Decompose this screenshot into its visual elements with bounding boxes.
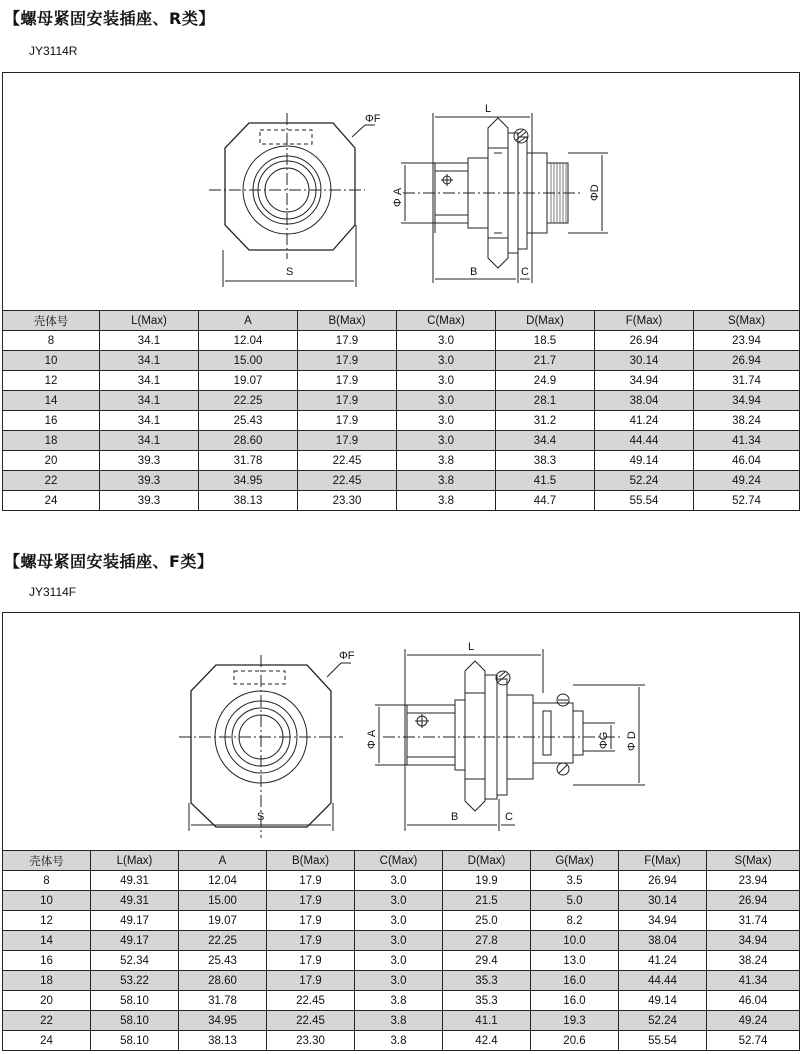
table-cell: 31.78: [199, 451, 298, 471]
label-c: C: [505, 811, 513, 823]
table-cell: 49.24: [707, 1011, 800, 1031]
table-cell: 58.10: [91, 1031, 179, 1051]
table-cell: 34.94: [595, 371, 694, 391]
table-cell: 22.45: [267, 1011, 355, 1031]
table-cell: 3.8: [355, 991, 443, 1011]
table-cell: 52.74: [707, 1031, 800, 1051]
section-f-title: 【螺母紧固安装插座、F类】: [4, 552, 214, 571]
label-l: L: [468, 641, 475, 653]
table-cell: 55.54: [595, 491, 694, 511]
table-cell: 41.34: [707, 971, 800, 991]
table-cell: 26.94: [694, 351, 800, 371]
column-header: F(Max): [595, 311, 694, 331]
table-cell: 38.13: [199, 491, 298, 511]
table-cell: 23.94: [694, 331, 800, 351]
table-cell: 3.0: [397, 431, 496, 451]
table-row: [3, 991, 800, 1011]
table-cell: 18: [3, 971, 91, 991]
table-cell: 3.8: [355, 1011, 443, 1031]
table-cell: 21.5: [443, 891, 531, 911]
table-cell: 44.7: [496, 491, 595, 511]
table-cell: 22.45: [298, 451, 397, 471]
table-cell: 35.3: [443, 971, 531, 991]
table-cell: 10: [3, 351, 100, 371]
table-cell: 52.34: [91, 951, 179, 971]
label-phi-f: ΦF: [339, 650, 355, 662]
column-header: C(Max): [397, 311, 496, 331]
section-r-spec-table: [2, 310, 800, 511]
section-f-drawing: [2, 612, 800, 851]
table-cell: 17.9: [267, 971, 355, 991]
label-phi-f: ΦF: [365, 113, 381, 125]
table-cell: 34.1: [100, 431, 199, 451]
column-header: D(Max): [443, 851, 531, 871]
table-cell: 12.04: [179, 871, 267, 891]
column-header: 壳体号: [3, 311, 100, 331]
table-cell: 17.9: [267, 891, 355, 911]
table-cell: 17.9: [298, 431, 397, 451]
table-cell: 38.04: [595, 391, 694, 411]
table-cell: 17.9: [267, 911, 355, 931]
table-cell: 22.25: [179, 931, 267, 951]
table-cell: 34.95: [199, 471, 298, 491]
table-cell: 41.1: [443, 1011, 531, 1031]
column-header: B(Max): [267, 851, 355, 871]
label-phi-d: ΦD: [589, 184, 601, 201]
table-cell: 23.30: [267, 1031, 355, 1051]
table-cell: 17.9: [298, 351, 397, 371]
table-cell: 24: [3, 491, 100, 511]
table-cell: 49.17: [91, 911, 179, 931]
table-cell: 19.3: [531, 1011, 619, 1031]
table-row: [3, 871, 800, 891]
table-cell: 41.34: [694, 431, 800, 451]
section-f-spec-table: [2, 850, 800, 1051]
table-cell: 12: [3, 371, 100, 391]
section-f-model: JY3114F: [29, 585, 77, 599]
table-cell: 55.54: [619, 1031, 707, 1051]
table-cell: 44.44: [619, 971, 707, 991]
table-row: [3, 391, 800, 411]
table-row: [3, 1031, 800, 1051]
table-cell: 19.07: [179, 911, 267, 931]
label-c: C: [521, 266, 529, 278]
column-header: D(Max): [496, 311, 595, 331]
table-cell: 19.07: [199, 371, 298, 391]
table-row: [3, 471, 800, 491]
table-cell: 16.0: [531, 971, 619, 991]
table-row: [3, 951, 800, 971]
table-cell: 22.25: [199, 391, 298, 411]
table-cell: 23.94: [707, 871, 800, 891]
column-header: 壳体号: [3, 851, 91, 871]
front-view: [209, 113, 375, 287]
table-row: [3, 931, 800, 951]
table-cell: 13.0: [531, 951, 619, 971]
table-cell: 34.1: [100, 391, 199, 411]
table-row: [3, 491, 800, 511]
table-cell: 16: [3, 951, 91, 971]
column-header: L(Max): [100, 311, 199, 331]
label-b: B: [451, 811, 459, 823]
table-cell: 3.8: [397, 471, 496, 491]
table-cell: 39.3: [100, 451, 199, 471]
label-phi-a: Φ A: [366, 729, 378, 749]
table-cell: 21.7: [496, 351, 595, 371]
table-cell: 10: [3, 891, 91, 911]
table-cell: 52.24: [619, 1011, 707, 1031]
table-header-row: [3, 851, 800, 871]
table-row: [3, 451, 800, 471]
table-cell: 30.14: [595, 351, 694, 371]
table-cell: 34.1: [100, 371, 199, 391]
table-cell: 42.4: [443, 1031, 531, 1051]
table-cell: 38.3: [496, 451, 595, 471]
front-view: [179, 655, 351, 838]
table-cell: 34.1: [100, 411, 199, 431]
table-cell: 3.0: [397, 331, 496, 351]
table-cell: 12: [3, 911, 91, 931]
table-cell: 3.0: [355, 931, 443, 951]
side-view: [401, 113, 608, 283]
section-r-drawing: [2, 72, 800, 311]
table-cell: 52.74: [694, 491, 800, 511]
table-row: [3, 1011, 800, 1031]
table-cell: 3.0: [355, 891, 443, 911]
column-header: S(Max): [707, 851, 800, 871]
table-cell: 17.9: [298, 371, 397, 391]
table-cell: 31.2: [496, 411, 595, 431]
table-row: [3, 371, 800, 391]
table-row: [3, 411, 800, 431]
table-header-row: [3, 311, 800, 331]
table-cell: 18.5: [496, 331, 595, 351]
table-cell: 17.9: [267, 931, 355, 951]
table-cell: 10.0: [531, 931, 619, 951]
table-cell: 52.24: [595, 471, 694, 491]
table-cell: 3.0: [355, 971, 443, 991]
column-header: A: [199, 311, 298, 331]
table-cell: 28.60: [199, 431, 298, 451]
table-cell: 38.04: [619, 931, 707, 951]
column-header: S(Max): [694, 311, 800, 331]
label-l: L: [485, 103, 492, 115]
table-cell: 22: [3, 1011, 91, 1031]
table-cell: 53.22: [91, 971, 179, 991]
column-header: F(Max): [619, 851, 707, 871]
table-cell: 17.9: [267, 951, 355, 971]
table-cell: 19.9: [443, 871, 531, 891]
table-cell: 22.45: [267, 991, 355, 1011]
table-cell: 26.94: [707, 891, 800, 911]
table-cell: 22.45: [298, 471, 397, 491]
table-cell: 3.0: [397, 391, 496, 411]
column-header: C(Max): [355, 851, 443, 871]
table-cell: 17.9: [298, 331, 397, 351]
table-cell: 41.24: [619, 951, 707, 971]
table-cell: 22: [3, 471, 100, 491]
table-cell: 3.8: [397, 451, 496, 471]
table-cell: 8.2: [531, 911, 619, 931]
table-cell: 18: [3, 431, 100, 451]
table-cell: 38.24: [707, 951, 800, 971]
table-cell: 15.00: [199, 351, 298, 371]
table-cell: 17.9: [298, 391, 397, 411]
table-cell: 3.0: [355, 911, 443, 931]
table-cell: 49.31: [91, 891, 179, 911]
table-cell: 26.94: [619, 871, 707, 891]
table-cell: 14: [3, 391, 100, 411]
table-row: [3, 331, 800, 351]
section-r-title: 【螺母紧固安装插座、R类】: [4, 9, 215, 28]
table-cell: 3.0: [397, 371, 496, 391]
table-cell: 35.3: [443, 991, 531, 1011]
table-cell: 28.1: [496, 391, 595, 411]
table-cell: 23.30: [298, 491, 397, 511]
table-cell: 49.14: [595, 451, 694, 471]
table-cell: 31.78: [179, 991, 267, 1011]
table-cell: 34.95: [179, 1011, 267, 1031]
table-cell: 17.9: [298, 411, 397, 431]
label-phi-g: ΦG: [598, 731, 610, 749]
table-cell: 29.4: [443, 951, 531, 971]
table-cell: 46.04: [694, 451, 800, 471]
table-cell: 16.0: [531, 991, 619, 1011]
column-header: L(Max): [91, 851, 179, 871]
table-cell: 49.17: [91, 931, 179, 951]
label-phi-a: Φ A: [392, 187, 404, 207]
table-cell: 25.43: [179, 951, 267, 971]
table-cell: 3.5: [531, 871, 619, 891]
table-cell: 12.04: [199, 331, 298, 351]
table-cell: 34.1: [100, 331, 199, 351]
table-row: [3, 971, 800, 991]
table-cell: 58.10: [91, 991, 179, 1011]
table-cell: 38.24: [694, 411, 800, 431]
table-cell: 24.9: [496, 371, 595, 391]
table-cell: 49.24: [694, 471, 800, 491]
table-cell: 34.94: [619, 911, 707, 931]
label-b: B: [470, 266, 478, 278]
column-header: B(Max): [298, 311, 397, 331]
table-cell: 26.94: [595, 331, 694, 351]
column-header: A: [179, 851, 267, 871]
table-cell: 3.0: [397, 351, 496, 371]
table-cell: 3.0: [355, 951, 443, 971]
table-cell: 27.8: [443, 931, 531, 951]
table-cell: 3.0: [397, 411, 496, 431]
table-cell: 34.94: [707, 931, 800, 951]
label-s: S: [257, 811, 265, 823]
table-cell: 34.1: [100, 351, 199, 371]
table-cell: 3.0: [355, 871, 443, 891]
table-cell: 15.00: [179, 891, 267, 911]
table-cell: 25.0: [443, 911, 531, 931]
table-cell: 38.13: [179, 1031, 267, 1051]
label-s: S: [286, 266, 294, 278]
table-cell: 39.3: [100, 471, 199, 491]
table-cell: 5.0: [531, 891, 619, 911]
table-row: [3, 891, 800, 911]
table-cell: 8: [3, 331, 100, 351]
column-header: G(Max): [531, 851, 619, 871]
table-cell: 20: [3, 451, 100, 471]
table-cell: 24: [3, 1031, 91, 1051]
table-cell: 8: [3, 871, 91, 891]
table-cell: 28.60: [179, 971, 267, 991]
section-r-model: JY3114R: [29, 44, 78, 58]
table-cell: 41.5: [496, 471, 595, 491]
table-cell: 17.9: [267, 871, 355, 891]
table-row: [3, 911, 800, 931]
table-cell: 31.74: [707, 911, 800, 931]
label-phi-d: Φ D: [626, 731, 638, 751]
table-cell: 25.43: [199, 411, 298, 431]
table-cell: 58.10: [91, 1011, 179, 1031]
table-cell: 34.94: [694, 391, 800, 411]
table-cell: 14: [3, 931, 91, 951]
table-cell: 46.04: [707, 991, 800, 1011]
table-cell: 30.14: [619, 891, 707, 911]
table-cell: 34.4: [496, 431, 595, 451]
table-cell: 3.8: [397, 491, 496, 511]
table-cell: 20: [3, 991, 91, 1011]
table-cell: 39.3: [100, 491, 199, 511]
table-cell: 49.14: [619, 991, 707, 1011]
table-cell: 20.6: [531, 1031, 619, 1051]
table-row: [3, 431, 800, 451]
table-cell: 41.24: [595, 411, 694, 431]
table-cell: 3.8: [355, 1031, 443, 1051]
table-cell: 31.74: [694, 371, 800, 391]
table-row: [3, 351, 800, 371]
table-cell: 44.44: [595, 431, 694, 451]
table-cell: 16: [3, 411, 100, 431]
table-cell: 49.31: [91, 871, 179, 891]
